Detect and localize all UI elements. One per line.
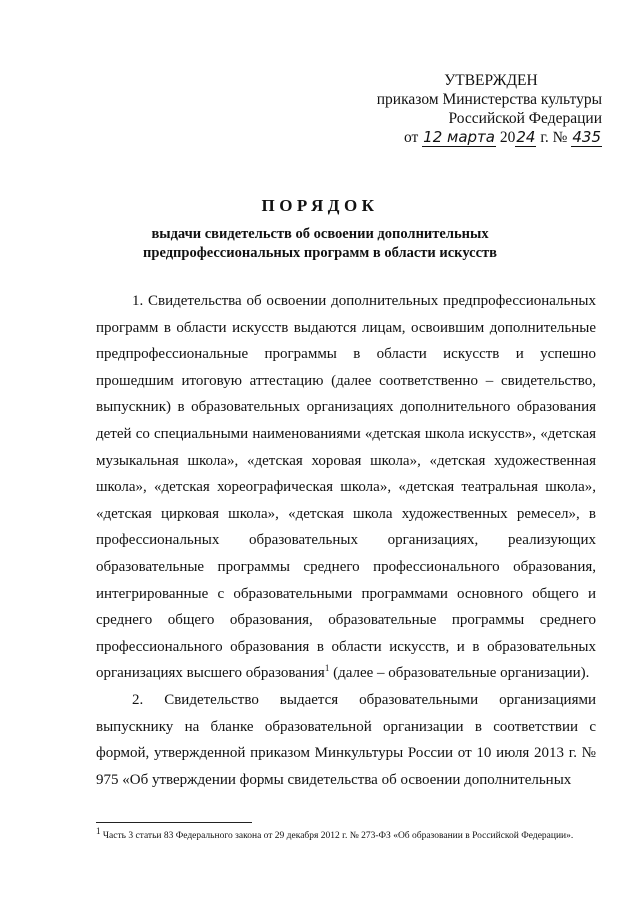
approval-stamp <box>372 71 602 147</box>
paragraph-2: 2. Свидетельство выдается образовательными организациями выпускнику на бланке образовательной организации в соответствии с формой, утвержденной приказом Минкультуры России от 10 июля 2013 г. № 975 «Об утверждении формы свидетельства об освоении дополнительных <box>96 691 596 788</box>
footnote-divider <box>96 822 252 823</box>
document-body <box>96 288 596 793</box>
paragraph-1-text: 1. Свидетельства об освоении дополнительных предпрофессиональных программ в области искусств выдаются лицам, освоившим дополнительные предпрофессиональные программы в области искусств и успешно прошедшим итоговую аттестацию (далее соответственно – свидетельство, выпускник) в образовательных организациях дополнительного образования детей со специальными наименованиями «детская школа искусств», «детская музыкальная школа», «детская хоровая школа», «детская художественная школа», «детская хореографическая школа», «детская театральная школа», «детская цирковая школа», «детская школа художественных ремесел», в профессиональных образовательных организациях, реализующих образовательные программы среднего профессионального образования, интегрированные с образовательными программами основного общего и среднего общего образования, образовательные программы среднего профессионального образования в области искусств, и в образовательных организациях высшего образования <box>96 293 596 682</box>
document-title: ПОРЯДОК <box>261 196 379 215</box>
paragraph-1-tail: (далее – образовательные организации). <box>329 665 590 682</box>
year-suffix: г. № <box>540 129 568 146</box>
footnote-text: Часть 3 статьи 83 Федерального закона от 29 декабря 2012 г. № 273-ФЗ «Об образовании в Российской Федерации». <box>100 831 574 841</box>
federation-line: Российской Федерации <box>448 110 602 127</box>
footnote-reference: 1 <box>324 663 330 674</box>
handwritten-number: 435 <box>572 128 601 146</box>
footnote-mark: 1 <box>96 825 101 836</box>
approved-label: УТВЕРЖДЕН <box>444 72 538 89</box>
footnote <box>96 825 596 844</box>
date-prefix: от <box>403 129 419 146</box>
document-subtitle: выдачи свидетельств об освоении дополнительных предпрофессиональных программ в области искусств <box>143 226 497 261</box>
date-line <box>372 128 602 147</box>
order-line: приказом Министерства культуры <box>376 91 602 108</box>
handwritten-year: 24 <box>516 128 536 146</box>
year-prefix: 20 <box>499 129 516 146</box>
handwritten-date: 12 марта <box>423 128 495 146</box>
paragraph-1 <box>96 288 596 687</box>
